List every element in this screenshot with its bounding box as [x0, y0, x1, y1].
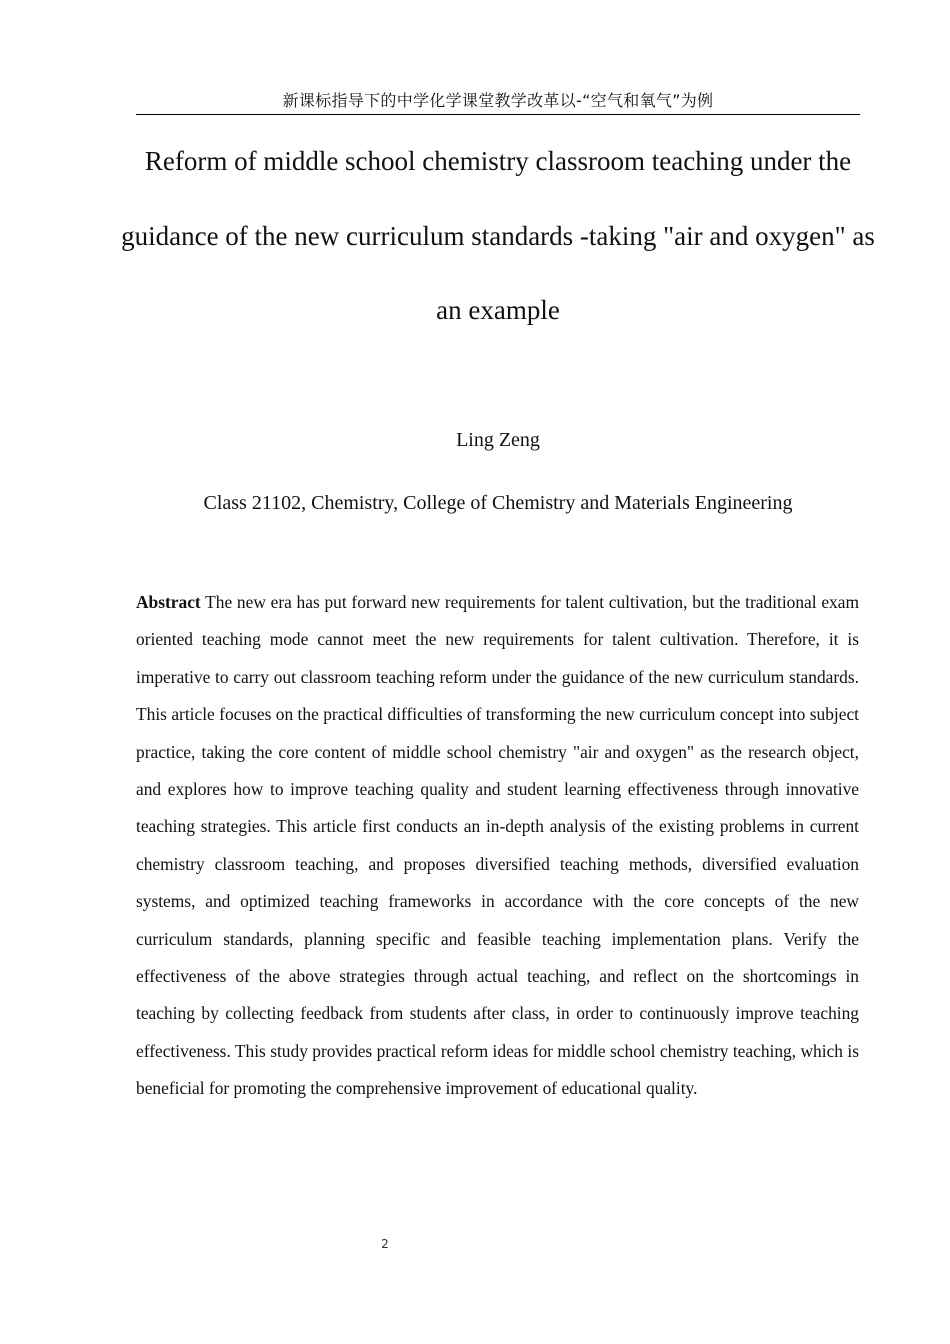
abstract-text: The new era has put forward new requirements for talent cultivation, but the traditional exam oriented teaching mode cannot meet the new requirements for talent cultivation. Therefore, it is imperative to carry out classroom teaching reform under the guidance of the new curriculum standards. This article focuses on the practical difficulties of transforming the new curriculum concept into subject practice, taking the core content of middle school chemistry "air and oxygen" as the research object, and explores how to improve teaching quality and student learning effectiveness through innovative teaching strategies. This article first conducts an in-depth analysis of the existing problems in current chemistry classroom teaching, and proposes diversified teaching methods, diversified evaluation systems, and optimized teaching frameworks in accordance with the core concepts of the new curriculum standards, planning specific and feasible teaching implementation plans. Verify the effectiveness of the above strategies through actual teaching, and reflect on the shortcomings in teaching by collecting feedback from students after class, in order to continuously improve teaching effectiveness. This study provides practical reform ideas for middle school chemistry teaching, which is beneficial for promoting the comprehensive improvement of educational quality. [136, 592, 859, 1099]
abstract-paragraph [136, 584, 859, 1108]
running-header: 新课标指导下的中学化学课堂教学改革以-“空气和氧气”为例 [136, 90, 860, 115]
author-affiliation: Class 21102, Chemistry, College of Chemistry and Materials Engineering [203, 492, 793, 514]
paper-title: Reform of middle school chemistry classroom teaching under the guidance of the new curriculum standards -taking "air and oxygen" as an example [121, 146, 875, 325]
author-name: Ling Zeng [456, 429, 540, 451]
abstract-label: Abstract [136, 592, 201, 612]
page-number: 2 [381, 1237, 389, 1251]
